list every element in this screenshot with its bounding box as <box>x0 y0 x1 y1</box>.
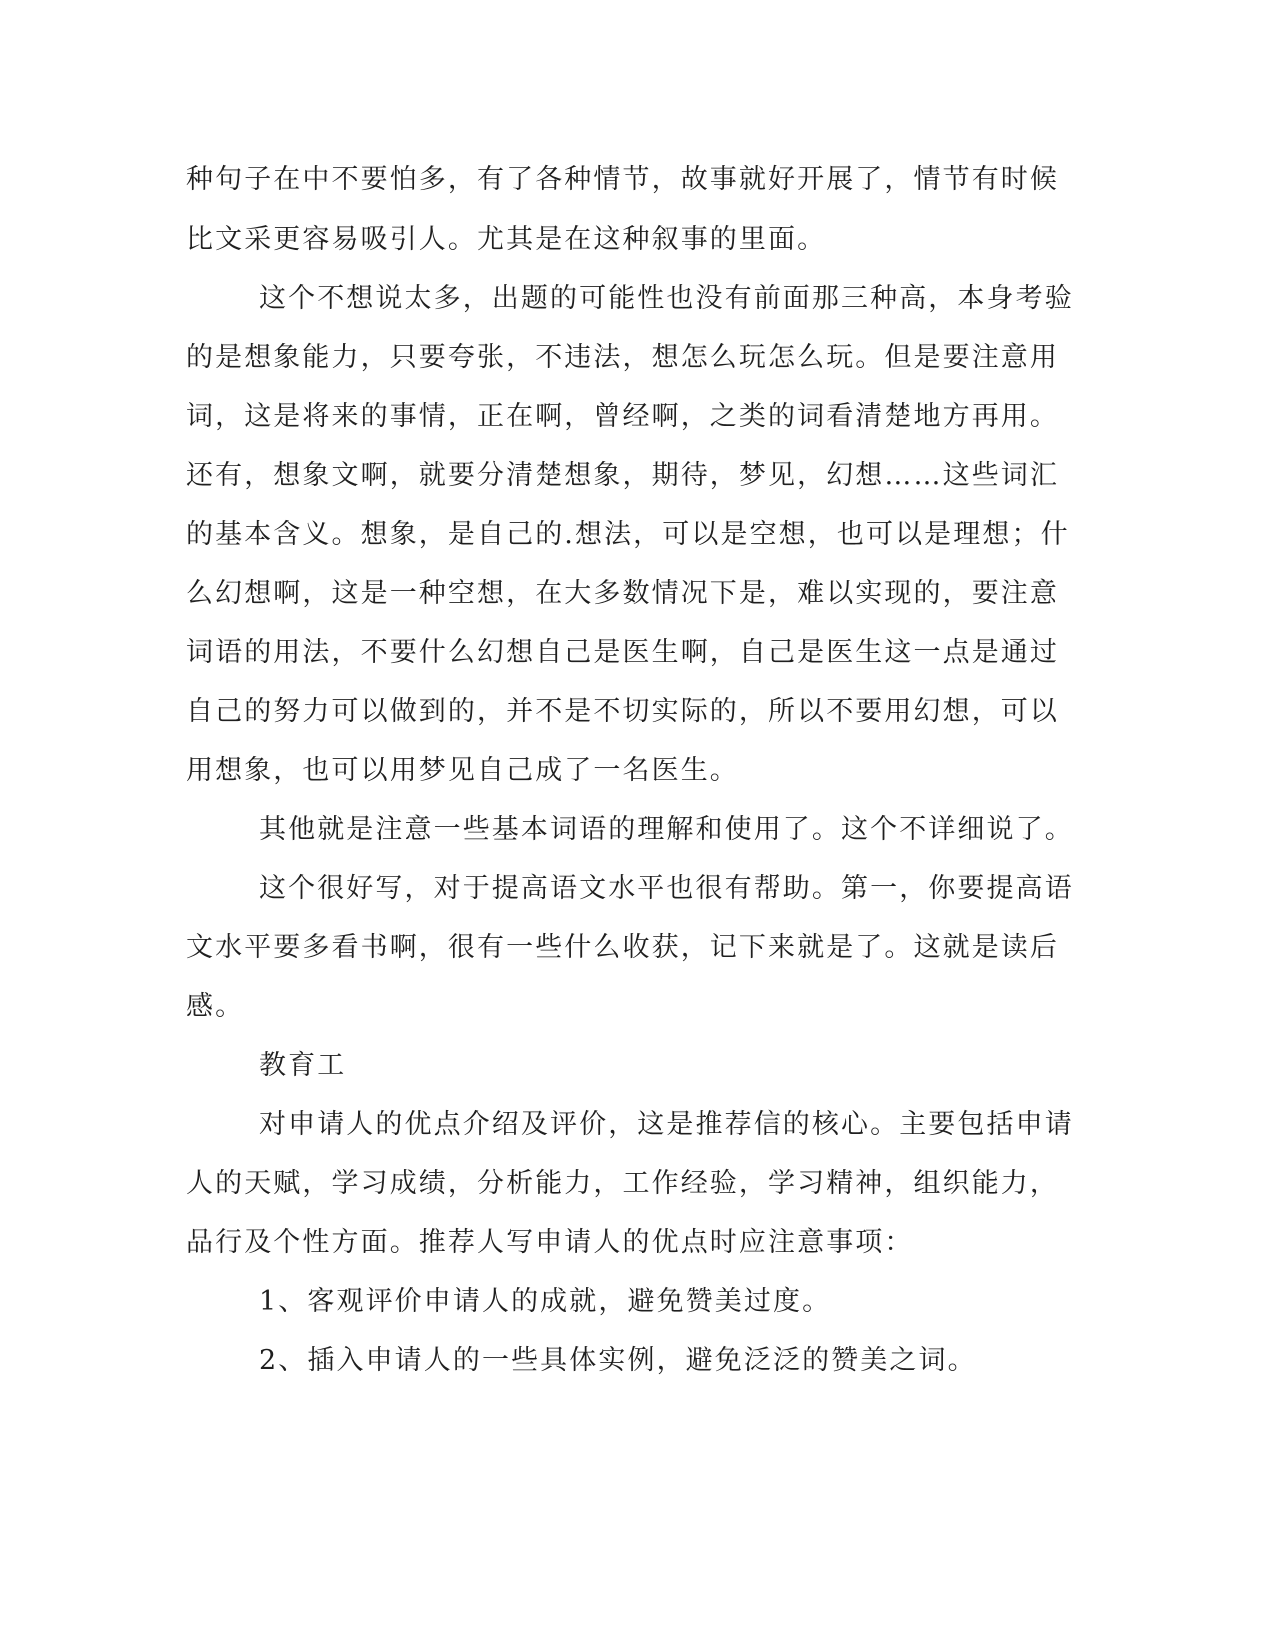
list-item: 2、插入申请人的一些具体实例，避免泛泛的赞美之词。 <box>259 1345 977 1376</box>
paragraph-first-line: 其他就是注意一些基本词语的理解和使用了。这个不详细说了。 <box>259 814 1074 845</box>
paragraph-first-line: 这个不想说太多，出题的可能性也没有前面那三种高，本身考验 <box>259 283 1074 314</box>
text-line: 词语的用法，不要什么幻想自己是医生啊，自己是医生这一点是通过 <box>186 637 1059 668</box>
paragraph-first-line: 对申请人的优点介绍及评价，这是推荐信的核心。主要包括申请 <box>259 1109 1074 1140</box>
text-line: 人的天赋，学习成绩，分析能力，工作经验，学习精神，组织能力， <box>186 1168 1059 1199</box>
text-line: 感。 <box>186 991 245 1022</box>
text-line: 比文采更容易吸引人。尤其是在这种叙事的里面。 <box>186 224 827 255</box>
text-line: 么幻想啊，这是一种空想，在大多数情况下是，难以实现的，要注意 <box>186 578 1059 609</box>
text-line: 品行及个性方面。推荐人写申请人的优点时应注意事项： <box>186 1227 914 1258</box>
text-line: 用想象，也可以用梦见自己成了一名医生。 <box>186 755 739 786</box>
text-line: 还有，想象文啊，就要分清楚想象，期待，梦见，幻想……这些词汇 <box>186 460 1059 491</box>
text-line: 自己的努力可以做到的，并不是不切实际的，所以不要用幻想，可以 <box>186 696 1059 727</box>
text-line: 的是想象能力，只要夸张，不违法，想怎么玩怎么玩。但是要注意用 <box>186 342 1059 373</box>
text-line: 的基本含义。想象，是自己的.想法，可以是空想，也可以是理想；什 <box>186 519 1070 550</box>
list-item: 1、客观评价申请人的成就，避免赞美过度。 <box>259 1286 832 1317</box>
section-heading: 教育工 <box>259 1050 347 1081</box>
paragraph-first-line: 这个很好写，对于提高语文水平也很有帮助。第一，你要提高语 <box>259 873 1074 904</box>
text-line: 词，这是将来的事情，正在啊，曾经啊，之类的词看清楚地方再用。 <box>186 401 1059 432</box>
text-line: 种句子在中不要怕多，有了各种情节，故事就好开展了，情节有时候 <box>186 164 1059 195</box>
text-line: 文水平要多看书啊，很有一些什么收获，记下来就是了。这就是读后 <box>186 932 1059 963</box>
